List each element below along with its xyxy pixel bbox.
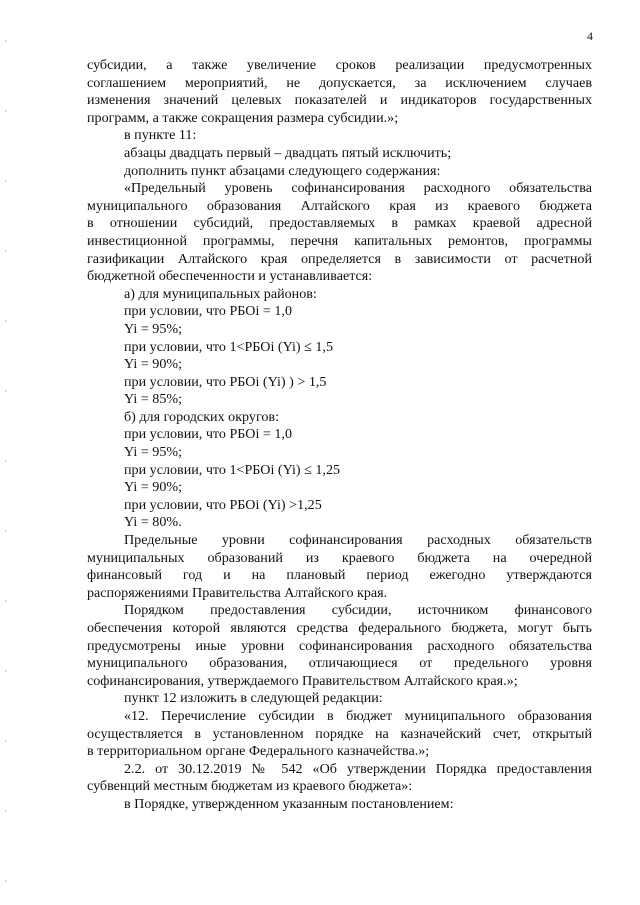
text-line: финансовый год и на плановый период ежегодно утверждаются bbox=[87, 567, 592, 584]
list-city-districts bbox=[87, 409, 592, 532]
text-line: «12. Перечисление субсидии в бюджет муниципального образования bbox=[124, 707, 592, 724]
list-item: б) для городских округов: bbox=[124, 408, 279, 425]
text-line: осуществляется в установленном порядке на казначейский счет, открытый bbox=[87, 725, 592, 742]
list-item: Yi = 95%; bbox=[124, 320, 183, 337]
list-item: Yi = 90%; bbox=[124, 356, 183, 373]
text-line: муниципальных образований из краевого бюджета на очередной bbox=[87, 549, 592, 566]
text-line: абзацы двадцать первый – двадцать пятый исключить; bbox=[124, 144, 452, 161]
text-line: Предельные уровни софинансирования расходных обязательств bbox=[124, 532, 592, 549]
list-item: при условии, что РБОi (Yi) ) > 1,5 bbox=[124, 373, 327, 390]
scan-edge-marks bbox=[5, 0, 7, 905]
text-line: обеспечения которой являются средства федерального бюджета, могут быть bbox=[87, 620, 592, 636]
list-item: а) для муниципальных районов: bbox=[124, 285, 317, 302]
list-item: при условии, что РБОi = 1,0 bbox=[124, 426, 292, 443]
list-item: Yi = 95%; bbox=[124, 444, 183, 461]
list-item: при условии, что РБОi (Yi) >1,25 bbox=[124, 496, 322, 513]
list-item: Yi = 90%; bbox=[124, 479, 183, 496]
text-line: распоряжениями Правительства Алтайского края. bbox=[87, 584, 388, 601]
text-line: «Предельный уровень софинансирования расходного обязательства bbox=[124, 180, 592, 197]
paragraph-subsidy-conditions bbox=[87, 57, 592, 127]
text-line: в Порядке, утвержденном указанным постановлением: bbox=[124, 795, 454, 812]
text-line: бюджетной обеспеченности и устанавливается: bbox=[87, 268, 373, 285]
text-line: муниципального образования Алтайского края из краевого бюджета bbox=[87, 197, 592, 214]
paragraph-annual-approval bbox=[87, 532, 592, 602]
text-line: в отношении субсидий, предоставляемых в рамках краевой адресной bbox=[87, 215, 592, 232]
text-line: программ, а также сокращения размера субсидии.»; bbox=[87, 109, 399, 126]
document-body bbox=[87, 57, 592, 814]
list-municipal-districts bbox=[87, 286, 592, 409]
list-item: Yi = 80%. bbox=[124, 514, 182, 531]
paragraph-item-2-2 bbox=[87, 761, 592, 796]
paragraph-item-12 bbox=[87, 708, 592, 761]
text-line: в пункте 11: bbox=[124, 127, 197, 144]
list-item: Yi = 85%; bbox=[124, 391, 183, 408]
page-number: 4 bbox=[587, 29, 593, 43]
text-line: дополнить пункт абзацами следующего содержания: bbox=[124, 162, 441, 179]
paragraph-federal-source bbox=[87, 602, 592, 690]
text-line: в территориальном органе Федерального казначейства.»; bbox=[87, 743, 430, 760]
text-line: соглашением мероприятий, не допускается, за исключением случаев bbox=[87, 74, 592, 91]
text-line: субсидии, а также увеличение сроков реализации предусмотренных bbox=[87, 57, 592, 73]
list-item: при условии, что РБОi = 1,0 bbox=[124, 303, 292, 320]
list-item: при условии, что 1<РБОi (Yi) ≤ 1,25 bbox=[124, 461, 341, 478]
text-line: изменения значений целевых показателей и индикаторов государственных bbox=[87, 92, 592, 109]
text-line: софинансирования, утверждаемого Правительством Алтайского края.»; bbox=[87, 672, 518, 689]
text-line: предусмотрены иные уровни софинансирования расходного обязательства bbox=[87, 637, 592, 654]
text-line: инвестиционной программы, перечня капитальных ремонтов, программы bbox=[87, 232, 592, 249]
paragraph-cofinancing-level bbox=[87, 180, 592, 286]
list-item: при условии, что 1<РБОi (Yi) ≤ 1,5 bbox=[124, 338, 334, 355]
text-line: муниципального образования, отличающиеся от предельного уровня bbox=[87, 655, 592, 672]
text-line: 2.2. от 30.12.2019 № 542 «Об утверждении Порядка предоставления bbox=[124, 760, 592, 777]
text-line: Порядком предоставления субсидии, источником финансового bbox=[124, 602, 592, 619]
text-line: пункт 12 изложить в следующей редакции: bbox=[124, 690, 383, 707]
text-line: субвенций местным бюджетам из краевого бюджета»: bbox=[87, 778, 413, 795]
text-line: газификации Алтайского края определяется в зависимости от расчетной bbox=[87, 250, 592, 267]
